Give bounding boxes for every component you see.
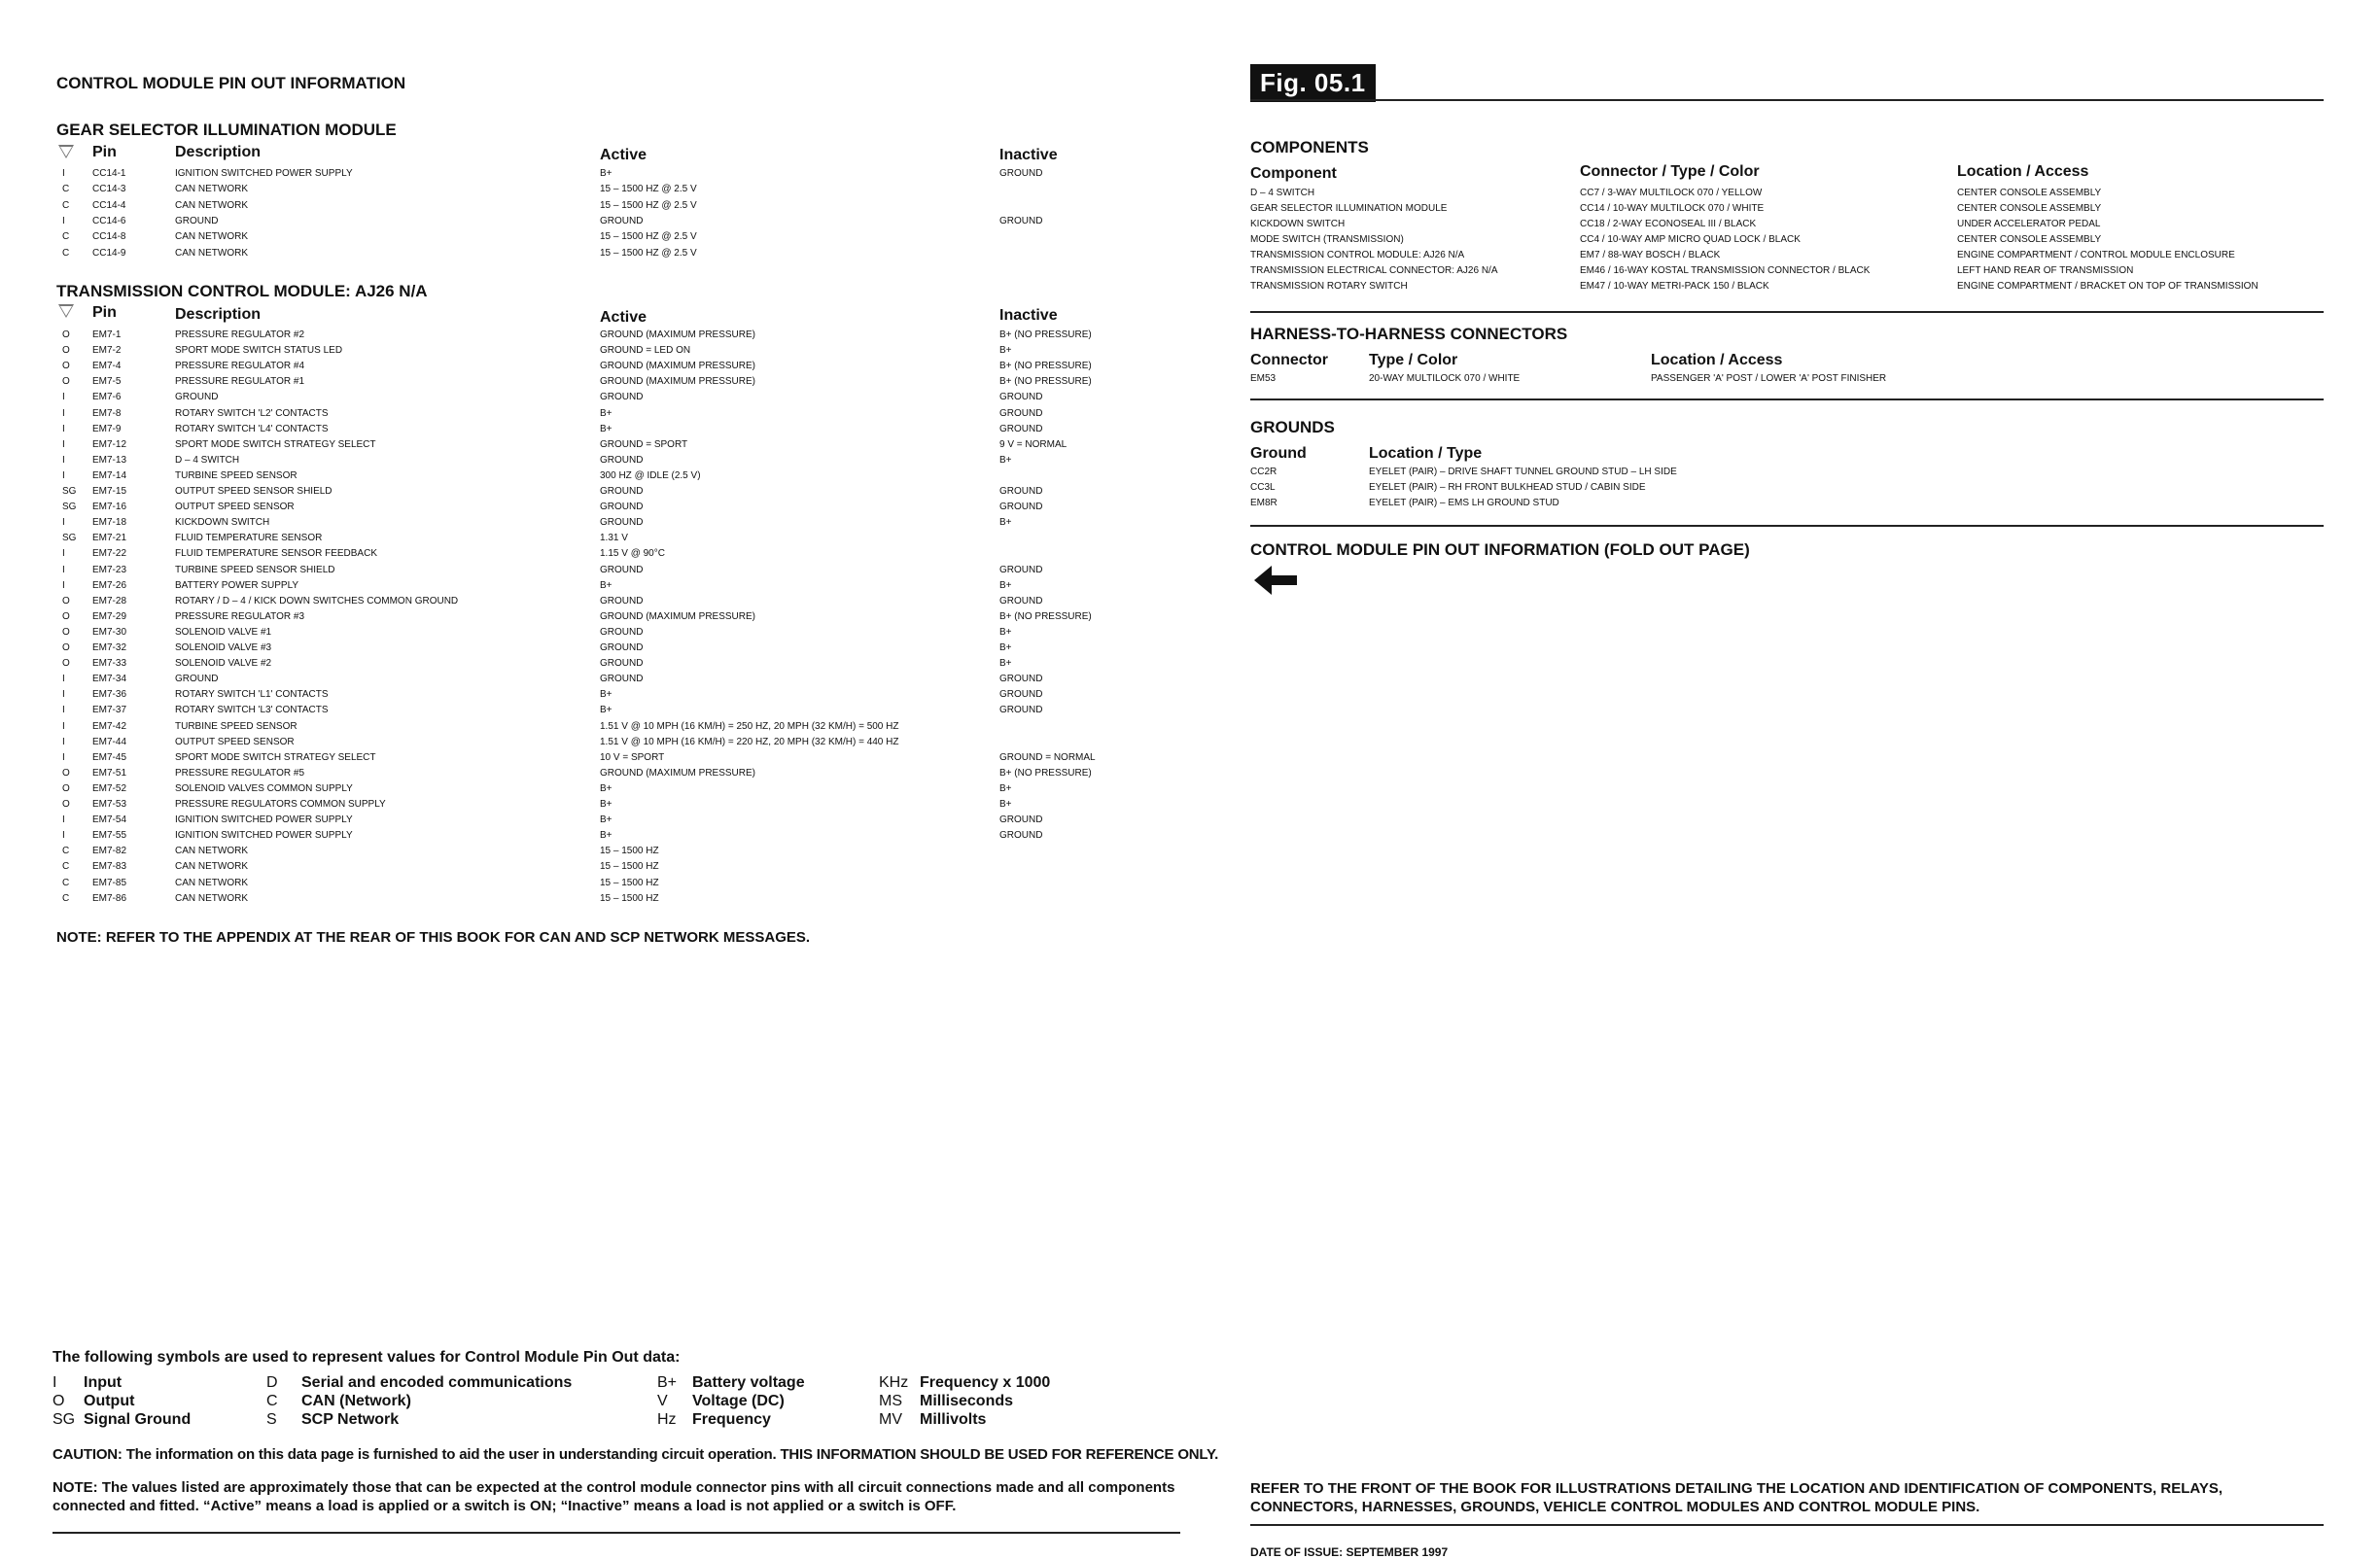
- pin-description: IGNITION SWITCHED POWER SUPPLY: [175, 830, 353, 842]
- pin-type: I: [62, 407, 65, 419]
- pin-id: CC14-8: [92, 231, 126, 243]
- inactive-value: B+ (NO PRESSURE): [999, 361, 1092, 372]
- active-value: GROUND: [600, 658, 644, 670]
- components-rule: [1250, 311, 2324, 313]
- pin-type: I: [62, 469, 65, 481]
- active-value: B+: [600, 407, 612, 419]
- active-value: B+: [600, 814, 612, 826]
- pin-id: EM7-36: [92, 689, 127, 701]
- foldout-title: CONTROL MODULE PIN OUT INFORMATION (FOLD OUT PAGE): [1250, 540, 1750, 559]
- connector-type-color: EM46 / 16-WAY KOSTAL TRANSMISSION CONNECTOR / BLACK: [1580, 265, 1871, 276]
- pin-type: I: [62, 548, 65, 560]
- pin-description: CAN NETWORK: [175, 846, 248, 857]
- components-header-component: Component: [1250, 165, 1337, 182]
- pin-id: EM7-45: [92, 751, 127, 763]
- active-value: GROUND: [600, 392, 644, 403]
- connector-type-color: CC18 / 2-WAY ECONOSEAL III / BLACK: [1580, 219, 1757, 229]
- pin-id: EM7-30: [92, 626, 127, 638]
- harness-header-type: Type / Color: [1369, 352, 1458, 368]
- pin-type: I: [62, 579, 65, 591]
- tcm-header-active: Active: [600, 309, 648, 326]
- pin-description: TURBINE SPEED SENSOR: [175, 720, 298, 732]
- inactive-value: GROUND: [999, 830, 1043, 842]
- active-value: GROUND (MAXIMUM PRESSURE): [600, 767, 756, 779]
- pin-id: EM7-5: [92, 376, 122, 388]
- pin-type: I: [62, 830, 65, 842]
- grounds-rule: [1250, 525, 2324, 527]
- pin-type: I: [62, 168, 65, 179]
- pin-description: CAN NETWORK: [175, 199, 248, 211]
- pin-description: PRESSURE REGULATORS COMMON SUPPLY: [175, 799, 386, 810]
- pin-type: C: [62, 861, 70, 873]
- pin-id: EM7-9: [92, 423, 122, 434]
- pin-type: O: [62, 329, 70, 340]
- pin-id: EM7-54: [92, 814, 127, 826]
- gsim-header-active: Active: [600, 147, 648, 163]
- pin-description: PRESSURE REGULATOR #5: [175, 767, 305, 779]
- pin-id: EM7-34: [92, 674, 127, 685]
- pin-id: EM7-6: [92, 392, 122, 403]
- pin-type: I: [62, 392, 65, 403]
- pin-type: I: [62, 423, 65, 434]
- pin-description: OUTPUT SPEED SENSOR SHIELD: [175, 486, 332, 497]
- fig-rule: [1250, 99, 2324, 101]
- pin-id: EM7-22: [92, 548, 127, 560]
- pin-description: FLUID TEMPERATURE SENSOR FEEDBACK: [175, 548, 377, 560]
- pin-id: EM7-86: [92, 892, 127, 904]
- pin-description: SOLENOID VALVE #2: [175, 658, 272, 670]
- legend-meaning: Millivolts: [920, 1411, 987, 1428]
- pin-description: OUTPUT SPEED SENSOR: [175, 502, 295, 513]
- active-value: GROUND: [600, 454, 644, 466]
- pin-id: EM7-12: [92, 438, 127, 450]
- values-note: NOTE: The values listed are approximately those that can be expected at the control module connector pins with all circuit connections made and all components connected and fitted. “Active” means a load is applied or a switch is ON; “Inactive” means a load is not applied or a switch is OFF.: [52, 1479, 1175, 1514]
- inactive-value: GROUND: [999, 168, 1043, 179]
- pin-description: CAN NETWORK: [175, 861, 248, 873]
- active-value: 15 – 1500 HZ @ 2.5 V: [600, 184, 697, 195]
- gsim-header-inactive: Inactive: [999, 147, 1058, 163]
- pin-description: GROUND: [175, 392, 219, 403]
- pin-type: I: [62, 674, 65, 685]
- symbol-triangle-icon: [58, 145, 74, 158]
- inactive-value: B+: [999, 626, 1012, 638]
- active-value: GROUND: [600, 564, 644, 575]
- active-value: GROUND: [600, 642, 644, 653]
- pin-id: EM7-83: [92, 861, 127, 873]
- active-value: B+: [600, 689, 612, 701]
- component-name: TRANSMISSION ROTARY SWITCH: [1250, 281, 1408, 292]
- pin-description: BATTERY POWER SUPPLY: [175, 579, 299, 591]
- caution-text: CAUTION: The information on this data page is furnished to aid the user in understanding circuit operation. THIS INFORMATION SHOULD BE USED FOR REFERENCE ONLY.: [52, 1446, 1219, 1463]
- type-color: 20-WAY MULTILOCK 070 / WHITE: [1369, 373, 1521, 384]
- legend-symbol: S: [266, 1411, 277, 1428]
- inactive-value: GROUND: [999, 215, 1043, 226]
- pin-id: EM7-52: [92, 782, 127, 794]
- pin-id: EM7-18: [92, 517, 127, 529]
- components-header-location: Location / Access: [1957, 163, 2089, 180]
- inactive-value: GROUND: [999, 407, 1043, 419]
- legend-symbol: D: [266, 1374, 278, 1391]
- active-value: 15 – 1500 HZ: [600, 861, 659, 873]
- active-value: GROUND: [600, 486, 644, 497]
- active-value: GROUND: [600, 502, 644, 513]
- pin-type: O: [62, 767, 70, 779]
- pin-id: EM7-8: [92, 407, 122, 419]
- symbols-intro: The following symbols are used to represent values for Control Module Pin Out data:: [52, 1349, 681, 1366]
- legend-symbol: SG: [52, 1411, 76, 1428]
- pin-type: I: [62, 751, 65, 763]
- ground-id: CC2R: [1250, 467, 1278, 477]
- pin-description: D – 4 SWITCH: [175, 454, 240, 466]
- connector-type-color: EM47 / 10-WAY METRI-PACK 150 / BLACK: [1580, 281, 1769, 292]
- inactive-value: B+ (NO PRESSURE): [999, 329, 1092, 340]
- pin-id: CC14-1: [92, 168, 126, 179]
- pin-description: PRESSURE REGULATOR #4: [175, 361, 305, 372]
- gsim-header-pin: Pin: [92, 144, 117, 160]
- refer-note: REFER TO THE FRONT OF THE BOOK FOR ILLUSTRATIONS DETAILING THE LOCATION AND IDENTIFICATION OF COMPONENTS, RELAYS, CONNECTORS, HARNESSES, GROUNDS, VEHICLE CONTROL MODULES AND CONTROL MODULE PINS.: [1250, 1480, 2222, 1515]
- pin-id: EM7-32: [92, 642, 127, 653]
- component-name: MODE SWITCH (TRANSMISSION): [1250, 234, 1404, 245]
- inactive-value: GROUND: [999, 814, 1043, 826]
- connector-type-color: CC4 / 10-WAY AMP MICRO QUAD LOCK / BLACK: [1580, 234, 1801, 245]
- inactive-value: B+: [999, 454, 1012, 466]
- active-value: 10 V = SPORT: [600, 751, 665, 763]
- inactive-value: GROUND: [999, 689, 1043, 701]
- component-name: TRANSMISSION CONTROL MODULE: AJ26 N/A: [1250, 250, 1465, 260]
- legend-meaning: Frequency x 1000: [920, 1374, 1051, 1391]
- tcm-header-inactive: Inactive: [999, 307, 1058, 324]
- inactive-value: B+ (NO PRESSURE): [999, 610, 1092, 622]
- pin-type: I: [62, 215, 65, 226]
- pin-id: CC14-9: [92, 247, 126, 259]
- location-access: LEFT HAND REAR OF TRANSMISSION: [1957, 265, 2134, 276]
- active-value: B+: [600, 705, 612, 716]
- pin-type: I: [62, 438, 65, 450]
- figure-label: Fig. 05.1: [1250, 64, 1376, 102]
- active-value: GROUND (MAXIMUM PRESSURE): [600, 610, 756, 622]
- active-value: 15 – 1500 HZ: [600, 892, 659, 904]
- active-value: 300 HZ @ IDLE (2.5 V): [600, 469, 701, 481]
- pin-id: CC14-3: [92, 184, 126, 195]
- pin-description: PRESSURE REGULATOR #2: [175, 329, 305, 340]
- bottom-rule-right: [1250, 1524, 2324, 1526]
- harness-header-location: Location / Access: [1651, 352, 1783, 368]
- pin-type: I: [62, 705, 65, 716]
- pin-id: EM7-15: [92, 486, 127, 497]
- pin-type: O: [62, 376, 70, 388]
- pin-id: EM7-14: [92, 469, 127, 481]
- inactive-value: B+: [999, 517, 1012, 529]
- pin-description: PRESSURE REGULATOR #1: [175, 376, 305, 388]
- pin-id: EM7-29: [92, 610, 127, 622]
- component-name: KICKDOWN SWITCH: [1250, 219, 1346, 229]
- inactive-value: B+ (NO PRESSURE): [999, 376, 1092, 388]
- pin-type: O: [62, 626, 70, 638]
- pin-description: ROTARY SWITCH 'L1' CONTACTS: [175, 689, 329, 701]
- location-access: UNDER ACCELERATOR PEDAL: [1957, 219, 2101, 229]
- pin-type: C: [62, 184, 70, 195]
- legend-meaning: Battery voltage: [692, 1374, 805, 1391]
- pin-description: ROTARY / D – 4 / KICK DOWN SWITCHES COMMON GROUND: [175, 595, 459, 606]
- pin-id: EM7-44: [92, 736, 127, 747]
- pin-type: O: [62, 782, 70, 794]
- legend-meaning: Serial and encoded communications: [301, 1374, 573, 1391]
- date-of-issue: DATE OF ISSUE: SEPTEMBER 1997: [1250, 1545, 1449, 1559]
- active-value: B+: [600, 830, 612, 842]
- location-type: EYELET (PAIR) – DRIVE SHAFT TUNNEL GROUND STUD – LH SIDE: [1369, 467, 1677, 477]
- inactive-value: B+: [999, 782, 1012, 794]
- active-value: GROUND = LED ON: [600, 345, 691, 357]
- pin-id: EM7-16: [92, 502, 127, 513]
- active-value: 15 – 1500 HZ @ 2.5 V: [600, 247, 697, 259]
- location-type: EYELET (PAIR) – EMS LH GROUND STUD: [1369, 498, 1559, 508]
- pin-type: I: [62, 720, 65, 732]
- pin-id: EM7-85: [92, 877, 127, 888]
- active-value: 15 – 1500 HZ @ 2.5 V: [600, 199, 697, 211]
- pin-type: C: [62, 231, 70, 243]
- active-value: 1.51 V @ 10 MPH (16 KM/H) = 250 HZ, 20 MPH (32 KM/H) = 500 HZ: [600, 720, 899, 732]
- inactive-value: GROUND: [999, 392, 1043, 403]
- pin-id: EM7-51: [92, 767, 127, 779]
- pin-description: SOLENOID VALVE #3: [175, 642, 272, 653]
- pin-description: CAN NETWORK: [175, 231, 248, 243]
- pin-type: O: [62, 595, 70, 606]
- page-title: CONTROL MODULE PIN OUT INFORMATION: [56, 74, 406, 92]
- ground-id: EM8R: [1250, 498, 1278, 508]
- active-value: 1.15 V @ 90°C: [600, 548, 665, 560]
- pin-id: EM7-28: [92, 595, 127, 606]
- inactive-value: GROUND: [999, 595, 1043, 606]
- gsim-title: GEAR SELECTOR ILLUMINATION MODULE: [56, 121, 397, 139]
- pin-type: I: [62, 814, 65, 826]
- active-value: 1.31 V: [600, 533, 628, 544]
- pin-type: I: [62, 736, 65, 747]
- active-value: 15 – 1500 HZ: [600, 846, 659, 857]
- active-value: GROUND: [600, 215, 644, 226]
- legend-symbol: MV: [879, 1411, 902, 1428]
- pin-id: EM7-82: [92, 846, 127, 857]
- pin-id: EM7-53: [92, 799, 127, 810]
- active-value: GROUND: [600, 626, 644, 638]
- tcm-header-desc: Description: [175, 306, 262, 323]
- active-value: B+: [600, 579, 612, 591]
- inactive-value: GROUND: [999, 486, 1043, 497]
- pin-id: EM7-1: [92, 329, 122, 340]
- pin-type: I: [62, 564, 65, 575]
- pin-id: EM7-55: [92, 830, 127, 842]
- pin-id: EM7-23: [92, 564, 127, 575]
- symbol-triangle-icon: [58, 304, 74, 318]
- pin-type: O: [62, 658, 70, 670]
- pin-type: I: [62, 689, 65, 701]
- pin-description: SOLENOID VALVES COMMON SUPPLY: [175, 782, 353, 794]
- active-value: GROUND = SPORT: [600, 438, 688, 450]
- active-value: GROUND: [600, 517, 644, 529]
- location-access: ENGINE COMPARTMENT / CONTROL MODULE ENCLOSURE: [1957, 250, 2235, 260]
- active-value: GROUND: [600, 674, 644, 685]
- tcm-header-pin: Pin: [92, 304, 117, 321]
- location-type: EYELET (PAIR) – RH FRONT BULKHEAD STUD / CABIN SIDE: [1369, 482, 1646, 493]
- legend-symbol: MS: [879, 1393, 902, 1409]
- grounds-title: GROUNDS: [1250, 418, 1335, 436]
- network-note: NOTE: REFER TO THE APPENDIX AT THE REAR OF THIS BOOK FOR CAN AND SCP NETWORK MESSAGES.: [56, 929, 811, 946]
- inactive-value: GROUND: [999, 502, 1043, 513]
- pin-description: IGNITION SWITCHED POWER SUPPLY: [175, 168, 353, 179]
- pin-id: CC14-6: [92, 215, 126, 226]
- pin-description: ROTARY SWITCH 'L2' CONTACTS: [175, 407, 329, 419]
- active-value: 15 – 1500 HZ: [600, 877, 659, 888]
- component-name: D – 4 SWITCH: [1250, 188, 1315, 198]
- active-value: 1.51 V @ 10 MPH (16 KM/H) = 220 HZ, 20 MPH (32 KM/H) = 440 HZ: [600, 736, 899, 747]
- inactive-value: B+: [999, 345, 1012, 357]
- pin-type: C: [62, 846, 70, 857]
- pin-id: CC14-4: [92, 199, 126, 211]
- active-value: GROUND: [600, 595, 644, 606]
- grounds-header-ground: Ground: [1250, 445, 1307, 462]
- inactive-value: B+: [999, 642, 1012, 653]
- active-value: B+: [600, 799, 612, 810]
- bottom-rule-left: [52, 1532, 1180, 1534]
- inactive-value: B+ (NO PRESSURE): [999, 767, 1092, 779]
- pin-description: CAN NETWORK: [175, 184, 248, 195]
- pin-description: GROUND: [175, 674, 219, 685]
- pin-id: EM7-42: [92, 720, 127, 732]
- pin-description: TURBINE SPEED SENSOR SHIELD: [175, 564, 335, 575]
- legend-meaning: Frequency: [692, 1411, 771, 1428]
- pin-type: C: [62, 892, 70, 904]
- legend-symbol: I: [52, 1374, 57, 1391]
- gsim-header-desc: Description: [175, 144, 262, 160]
- pin-id: EM7-26: [92, 579, 127, 591]
- pin-type: I: [62, 517, 65, 529]
- pin-description: SPORT MODE SWITCH STRATEGY SELECT: [175, 438, 376, 450]
- active-value: B+: [600, 782, 612, 794]
- connector-type-color: CC7 / 3-WAY MULTILOCK 070 / YELLOW: [1580, 188, 1763, 198]
- pin-description: CAN NETWORK: [175, 877, 248, 888]
- inactive-value: GROUND: [999, 674, 1043, 685]
- inactive-value: GROUND = NORMAL: [999, 751, 1096, 763]
- left-arrow-icon[interactable]: [1254, 566, 1299, 600]
- ground-id: CC3L: [1250, 482, 1276, 493]
- legend-symbol: KHz: [879, 1374, 909, 1391]
- pin-type: C: [62, 877, 70, 888]
- active-value: GROUND (MAXIMUM PRESSURE): [600, 329, 756, 340]
- legend-symbol: Hz: [657, 1411, 677, 1428]
- pin-description: SOLENOID VALVE #1: [175, 626, 272, 638]
- legend-meaning: Signal Ground: [84, 1411, 192, 1428]
- pin-description: ROTARY SWITCH 'L4' CONTACTS: [175, 423, 329, 434]
- harness-rule: [1250, 398, 2324, 400]
- pin-description: ROTARY SWITCH 'L3' CONTACTS: [175, 705, 329, 716]
- pin-type: C: [62, 247, 70, 259]
- pin-type: O: [62, 361, 70, 372]
- legend-symbol: B+: [657, 1374, 678, 1391]
- active-value: 15 – 1500 HZ @ 2.5 V: [600, 231, 697, 243]
- pin-id: EM7-21: [92, 533, 127, 544]
- legend-symbol: O: [52, 1393, 65, 1409]
- legend-meaning: SCP Network: [301, 1411, 400, 1428]
- pin-description: CAN NETWORK: [175, 247, 248, 259]
- pin-description: PRESSURE REGULATOR #3: [175, 610, 305, 622]
- legend-meaning: Voltage (DC): [692, 1393, 785, 1409]
- pin-description: GROUND: [175, 215, 219, 226]
- location-access: CENTER CONSOLE ASSEMBLY: [1957, 234, 2102, 245]
- components-header-connector: Connector / Type / Color: [1580, 163, 1760, 180]
- active-value: GROUND (MAXIMUM PRESSURE): [600, 376, 756, 388]
- pin-description: SPORT MODE SWITCH STRATEGY SELECT: [175, 751, 376, 763]
- connector-id: EM53: [1250, 373, 1277, 384]
- pin-description: IGNITION SWITCHED POWER SUPPLY: [175, 814, 353, 826]
- pin-description: FLUID TEMPERATURE SENSOR: [175, 533, 323, 544]
- legend-meaning: Output: [84, 1393, 135, 1409]
- legend-meaning: Input: [84, 1374, 122, 1391]
- location-access: CENTER CONSOLE ASSEMBLY: [1957, 188, 2102, 198]
- pin-description: SPORT MODE SWITCH STATUS LED: [175, 345, 343, 357]
- pin-type: SG: [62, 502, 77, 513]
- pin-type: SG: [62, 533, 77, 544]
- active-value: B+: [600, 168, 612, 179]
- location-access: PASSENGER 'A' POST / LOWER 'A' POST FINISHER: [1651, 373, 1887, 384]
- pin-description: OUTPUT SPEED SENSOR: [175, 736, 295, 747]
- legend-symbol: V: [657, 1393, 668, 1409]
- inactive-value: 9 V = NORMAL: [999, 438, 1068, 450]
- pin-description: TURBINE SPEED SENSOR: [175, 469, 298, 481]
- pin-id: EM7-2: [92, 345, 122, 357]
- active-value: GROUND (MAXIMUM PRESSURE): [600, 361, 756, 372]
- pin-type: C: [62, 199, 70, 211]
- pin-id: EM7-33: [92, 658, 127, 670]
- pin-id: EM7-37: [92, 705, 127, 716]
- pin-type: O: [62, 799, 70, 810]
- pin-type: O: [62, 610, 70, 622]
- inactive-value: B+: [999, 799, 1012, 810]
- pin-type: O: [62, 642, 70, 653]
- grounds-header-location: Location / Type: [1369, 445, 1483, 462]
- pin-type: SG: [62, 486, 77, 497]
- harness-header-connector: Connector: [1250, 352, 1328, 368]
- pin-id: EM7-13: [92, 454, 127, 466]
- pin-type: O: [62, 345, 70, 357]
- location-access: CENTER CONSOLE ASSEMBLY: [1957, 203, 2102, 214]
- tcm-title: TRANSMISSION CONTROL MODULE: AJ26 N/A: [56, 282, 428, 300]
- inactive-value: GROUND: [999, 705, 1043, 716]
- inactive-value: GROUND: [999, 423, 1043, 434]
- inactive-value: B+: [999, 658, 1012, 670]
- pin-description: KICKDOWN SWITCH: [175, 517, 270, 529]
- legend-meaning: CAN (Network): [301, 1393, 411, 1409]
- location-access: ENGINE COMPARTMENT / BRACKET ON TOP OF TRANSMISSION: [1957, 281, 2258, 292]
- pin-description: CAN NETWORK: [175, 892, 248, 904]
- component-name: TRANSMISSION ELECTRICAL CONNECTOR: AJ26 N/A: [1250, 265, 1498, 276]
- components-title: COMPONENTS: [1250, 138, 1369, 156]
- inactive-value: GROUND: [999, 564, 1043, 575]
- inactive-value: B+: [999, 579, 1012, 591]
- connector-type-color: EM7 / 88-WAY BOSCH / BLACK: [1580, 250, 1721, 260]
- harness-title: HARNESS-TO-HARNESS CONNECTORS: [1250, 325, 1568, 343]
- component-name: GEAR SELECTOR ILLUMINATION MODULE: [1250, 203, 1448, 214]
- legend-meaning: Milliseconds: [920, 1393, 1014, 1409]
- legend-symbol: C: [266, 1393, 278, 1409]
- active-value: B+: [600, 423, 612, 434]
- pin-id: EM7-4: [92, 361, 122, 372]
- pin-type: I: [62, 454, 65, 466]
- connector-type-color: CC14 / 10-WAY MULTILOCK 070 / WHITE: [1580, 203, 1765, 214]
